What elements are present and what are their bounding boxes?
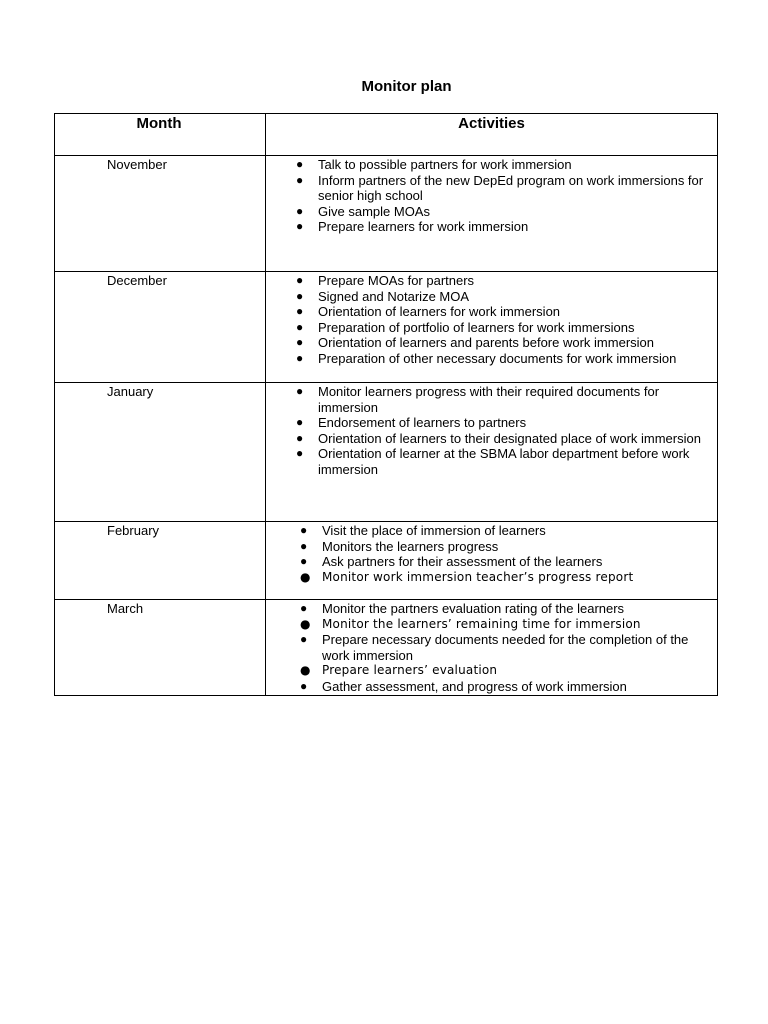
- bullet-icon: ●: [300, 554, 308, 569]
- month-cell: December: [55, 272, 266, 383]
- bullet-icon: ●: [300, 538, 308, 553]
- activity-list: [266, 384, 717, 478]
- list-item: ● Preparation of portfolio of learners for work immersions: [296, 319, 635, 335]
- table-row: [55, 522, 718, 600]
- activity-list: [266, 523, 717, 585]
- activities-cell: [266, 600, 718, 696]
- bullet-icon: ●: [300, 569, 311, 584]
- bullet-icon: ●: [296, 304, 304, 319]
- list-item: ● Monitor learners progress with their required documents for immersion: [296, 384, 660, 415]
- bullet-icon: ●: [296, 335, 304, 350]
- list-item: ● Ask partners for their assessment of the learners: [300, 554, 603, 570]
- activities-cell: [266, 156, 718, 272]
- table-row: [55, 600, 718, 696]
- month-column-header: Month: [55, 114, 266, 156]
- bullet-icon: ●: [296, 430, 304, 445]
- bullet-icon: ●: [296, 219, 304, 234]
- list-item: ● Prepare learners for work immersion: [296, 219, 529, 235]
- bullet-icon: ●: [300, 523, 308, 537]
- bullet-icon: ●: [296, 446, 304, 461]
- list-item: ● Prepare learners’ evaluation: [300, 663, 498, 678]
- month-cell: March: [55, 600, 266, 696]
- bullet-icon: ●: [296, 350, 304, 365]
- bullet-icon: ●: [296, 384, 304, 398]
- activities-cell: [266, 383, 718, 522]
- activities-cell: [266, 522, 718, 600]
- bullet-icon: ●: [296, 157, 304, 171]
- bullet-icon: ●: [300, 632, 308, 647]
- activity-list: [266, 273, 717, 367]
- list-item: ● Monitor the learners’ remaining time for immersion: [300, 616, 641, 631]
- table-row: [55, 156, 718, 272]
- activity-list: [266, 157, 717, 235]
- table-row: [55, 383, 718, 522]
- bullet-icon: ●: [296, 288, 304, 303]
- list-item: ● Talk to possible partners for work immersion: [296, 157, 572, 172]
- list-item: ● Orientation of learners to their designated place of work immersion: [296, 430, 701, 446]
- list-item: ● Visit the place of immersion of learners: [300, 523, 546, 538]
- list-item: ● Prepare necessary documents needed for the completion of the work immersion: [300, 632, 689, 663]
- bullet-icon: ●: [296, 319, 304, 334]
- month-cell: November: [55, 156, 266, 272]
- bullet-icon: ●: [300, 601, 308, 615]
- list-item: ● Monitor work immersion teacher’s progress report: [300, 569, 634, 584]
- list-item: ● Orientation of learner at the SBMA labor department before work immersion: [296, 446, 690, 477]
- list-item: ● Give sample MOAs: [296, 203, 430, 219]
- list-item: ● Signed and Notarize MOA: [296, 288, 470, 304]
- list-item: ● Inform partners of the new DepEd program on work immersions for senior high school: [296, 172, 704, 204]
- list-item: ● Orientation of learners for work immersion: [296, 304, 561, 320]
- activity-list: [266, 601, 717, 695]
- list-item: ● Monitors the learners progress: [300, 538, 499, 554]
- monitor-plan-table: [54, 113, 718, 696]
- list-item: ● Endorsement of learners to partners: [296, 415, 527, 431]
- page-title: Monitor plan: [361, 78, 452, 95]
- month-cell: February: [55, 522, 266, 600]
- bullet-icon: ●: [300, 616, 311, 631]
- list-item: ● Gather assessment, and progress of work immersion: [300, 678, 627, 694]
- list-item: ● Orientation of learners and parents before work immersion: [296, 335, 654, 351]
- list-item: ● Prepare MOAs for partners: [296, 273, 475, 288]
- bullet-icon: ●: [296, 415, 304, 430]
- bullet-icon: ●: [300, 678, 308, 693]
- header-row: [55, 114, 718, 156]
- table-row: [55, 272, 718, 383]
- activities-cell: [266, 272, 718, 383]
- bullet-icon: ●: [296, 172, 304, 187]
- activities-column-header: Activities: [266, 114, 718, 156]
- month-cell: January: [55, 383, 266, 522]
- bullet-icon: ●: [296, 203, 304, 218]
- bullet-icon: ●: [300, 663, 311, 678]
- list-item: ● Preparation of other necessary documents for work immersion: [296, 350, 677, 366]
- list-item: ● Monitor the partners evaluation rating of the learners: [300, 601, 625, 616]
- bullet-icon: ●: [296, 273, 304, 287]
